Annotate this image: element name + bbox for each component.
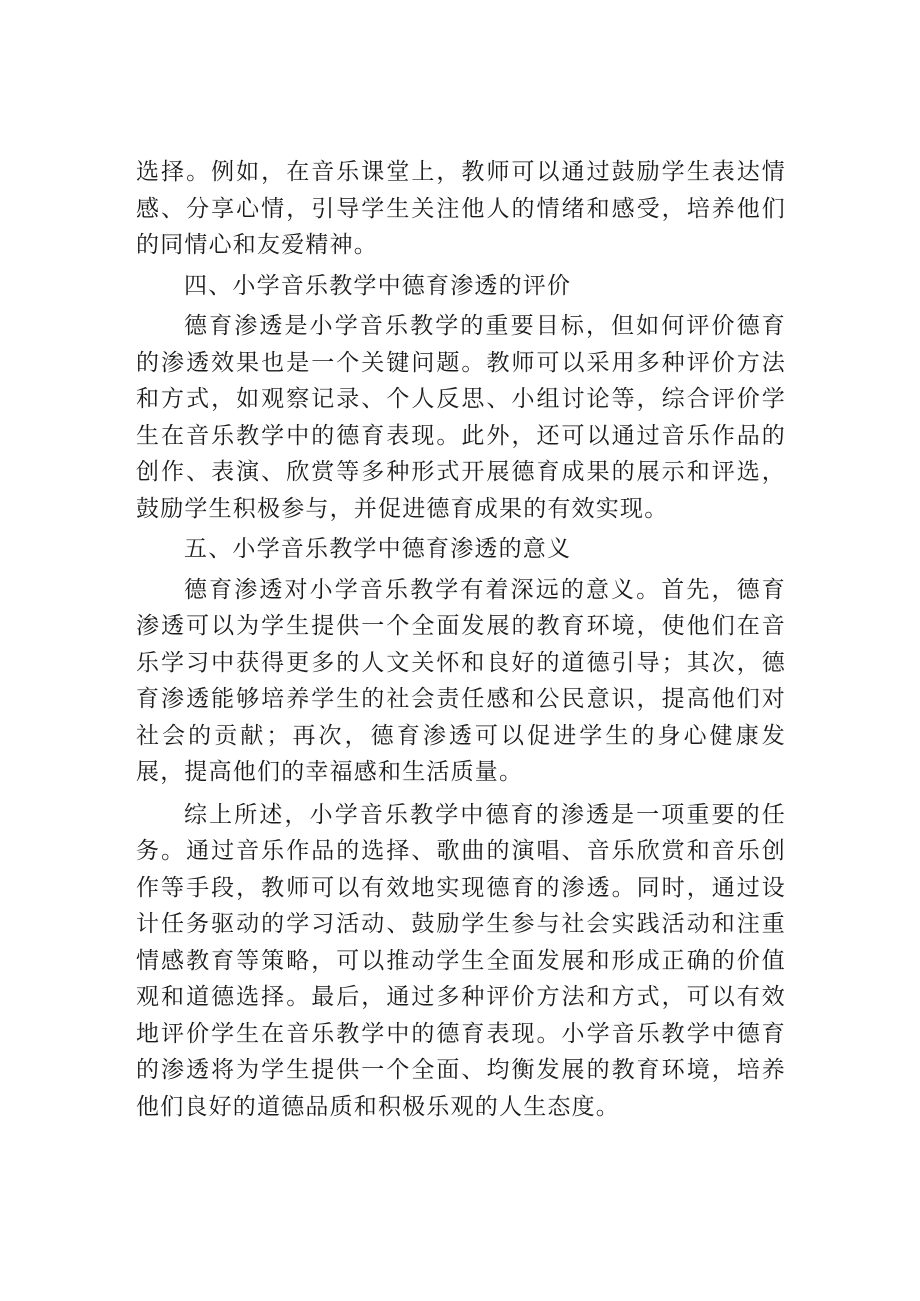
conclusion-paragraph: 综上所述，小学音乐教学中德育的渗透是一项重要的任务。通过音乐作品的选择、歌曲的演唱、音乐欣赏和音乐创作等手段，教师可以有效地实现德育的渗透。同时，通过设计任务驱动的学习活动、鼓励学生参与社会实践活动和注重情感教育等策略，可以推动学生全面发展和形成正确的价值观和道德选择。最后，通过多种评价方法和方式，可以有效地评价学生在音乐教学中的德育表现。小学音乐教学中德育的渗透将为学生提供一个全面、均衡发展的教育环境，培养他们良好的道德品质和积极乐观的人生态度。: [136, 801, 786, 1120]
paragraph-continued: 选择。例如，在音乐课堂上，教师可以通过鼓励学生表达情感、分享心情，引导学生关注他人的情绪和感受，培养他们的同情心和友爱精神。: [136, 159, 786, 258]
section-5-body: 德育渗透对小学音乐教学有着深远的意义。首先，德育渗透可以为学生提供一个全面发展的教育环境，使他们在音乐学习中获得更多的人文关怀和良好的道德引导；其次，德育渗透能够培养学生的社会责任感和公民意识，提高他们对社会的贡献；再次，德育渗透可以促进学生的身心健康发展，提高他们的幸福感和生活质量。: [136, 576, 786, 785]
document-page: [136, 154, 786, 1125]
section-4-body: 德育渗透是小学音乐教学的重要目标，但如何评价德育的渗透效果也是一个关键问题。教师可以采用多种评价方法和方式，如观察记录、个人反思、小组讨论等，综合评价学生在音乐教学中的德育表现。此外，还可以通过音乐作品的创作、表演、欣赏等多种形式开展德育成果的展示和评选，鼓励学生积极参与，并促进德育成果的有效实现。: [136, 313, 786, 522]
section-4-heading: 四、小学音乐教学中德育渗透的评价: [184, 272, 572, 299]
section-5-heading: 五、小学音乐教学中德育渗透的意义: [184, 536, 572, 562]
